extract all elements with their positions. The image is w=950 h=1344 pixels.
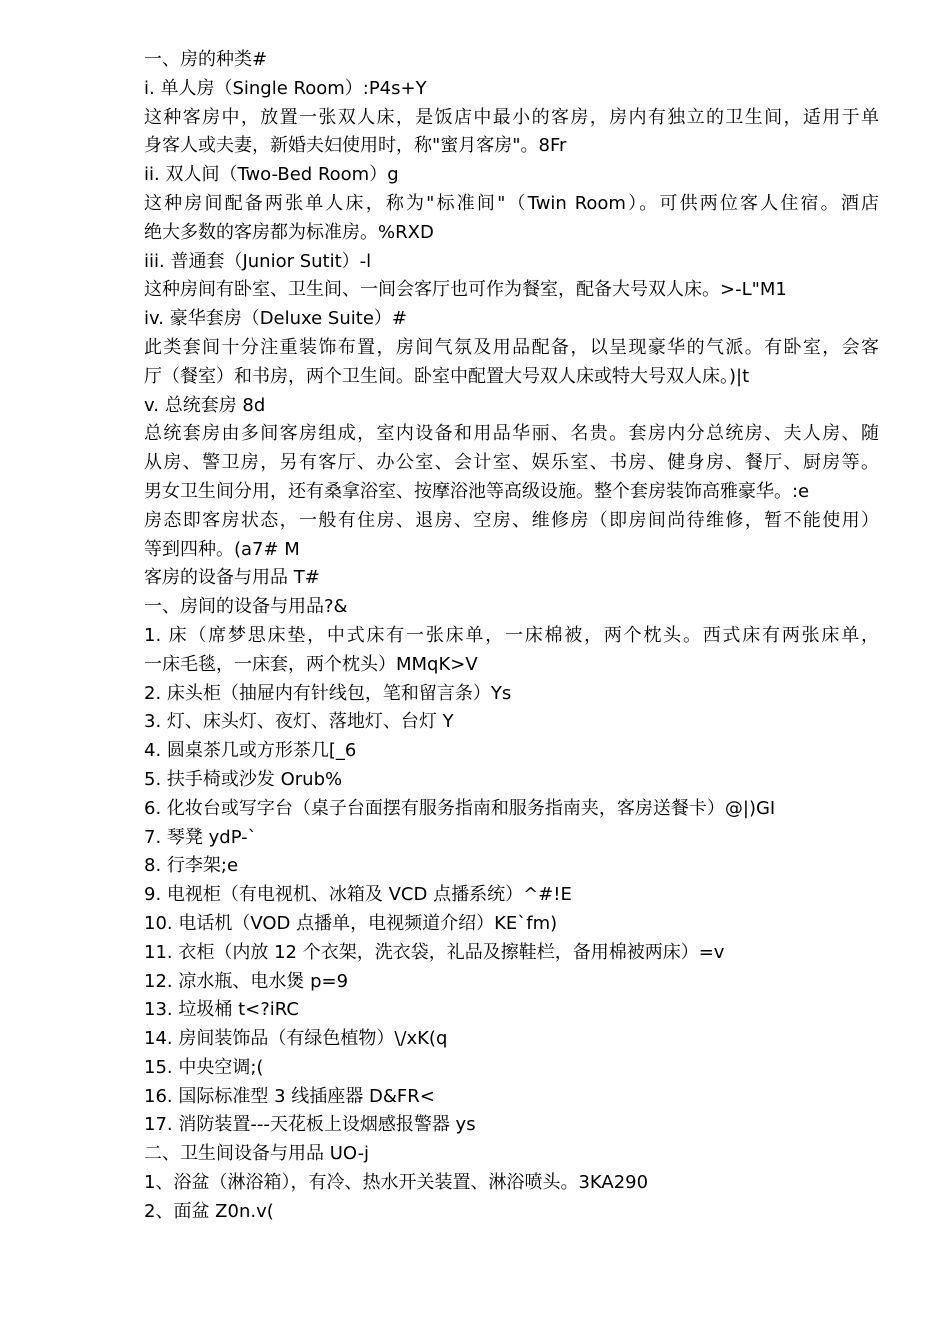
list-item: 17. 消防装置---天花板上设烟感报警器 ys (144, 1114, 476, 1136)
paragraph-line: 总统套房由多间客房组成，室内设备和用品华丽、名贵。套房内分总统房、夫人房、随 (144, 423, 879, 445)
list-item: 9. 电视柜（有电视机、冰箱及 VCD 点播系统）^#!E (144, 884, 572, 906)
list-item: 3. 灯、床头灯、夜灯、落地灯、台灯 Y (144, 711, 454, 733)
paragraph-line: 这种房间有卧室、卫生间、一间会客厅也可作为餐室，配备大号双人床。>-L"M1 (144, 279, 787, 301)
document-body (144, 46, 879, 1227)
paragraph-line: 这种房间配备两张单人床，称为"标准间"（Twin Room）。可供两位客人住宿。酒店 (144, 192, 879, 214)
list-item: 11. 衣柜（内放 12 个衣架，洗衣袋，礼品及擦鞋栏，备用棉被两床）=v (144, 941, 725, 963)
room-type-heading: iv. 豪华套房（Deluxe Suite）# (144, 308, 407, 330)
paragraph-line: 房态即客房状态，一般有住房、退房、空房、维修房（即房间尚待维修，暂不能使用） (144, 509, 879, 531)
list-item: 14. 房间装饰品（有绿色植物）\/xK(q (144, 1028, 448, 1050)
section-heading: 一、房间的设备与用品?& (144, 596, 348, 618)
room-type-heading: iii. 普通套（Junior Sutit）-l (144, 250, 372, 272)
paragraph-line: 绝大多数的客房都为标准房。%RXD (144, 221, 434, 243)
list-item: 2、面盆 Z0n.v( (144, 1200, 274, 1222)
list-item: 12. 凉水瓶、电水煲 p=9 (144, 970, 349, 992)
list-item: 5. 扶手椅或沙发 Orub% (144, 768, 343, 790)
section-heading: 客房的设备与用品 T# (144, 567, 320, 589)
paragraph-line: 男女卫生间分用，还有桑拿浴室、按摩浴池等高级设施。整个套房装饰高雅豪华。:e (144, 480, 810, 502)
list-item: 13. 垃圾桶 t<?iRC (144, 999, 299, 1021)
list-item: 4. 圆桌茶几或方形茶几[_6 (144, 740, 357, 762)
list-item: 1. 床（席梦思床垫，中式床有一张床单，一床棉被，两个枕头。西式床有两张床单， (144, 624, 879, 646)
list-item: 2. 床头柜（抽屉内有针线包，笔和留言条）Ys (144, 682, 512, 704)
room-type-heading: i. 单人房（Single Room）:P4s+Y (144, 77, 427, 99)
paragraph-line: 厅（餐室）和书房，两个卫生间。卧室中配置大号双人床或特大号双人床。)|t (144, 365, 750, 387)
list-item: 7. 琴凳 ydP-` (144, 826, 257, 848)
list-item: 1、浴盆（淋浴箱），有冷、热水开关装置、淋浴喷头。3KA290 (144, 1172, 649, 1194)
paragraph-line: 这种客房中，放置一张双人床，是饭店中最小的客房，房内有独立的卫生间，适用于单 (144, 106, 879, 128)
list-item: 一床毛毯，一床套，两个枕头）MMqK>V (144, 653, 478, 675)
list-item: 10. 电话机（VOD 点播单，电视频道介绍）KE`fm) (144, 912, 558, 934)
paragraph-line: 身客人或夫妻，新婚夫妇使用时，称"蜜月客房"。8Fr (144, 135, 567, 157)
list-item: 6. 化妆台或写字台（桌子台面摆有服务指南和服务指南夹，客房送餐卡）@|)GI (144, 797, 776, 819)
list-item: 16. 国际标准型 3 线插座器 D&FR< (144, 1085, 435, 1107)
paragraph-line: 等到四种。(a7# M (144, 538, 300, 560)
paragraph-line: 从房、警卫房，另有客厅、办公室、会计室、娱乐室、书房、健身房、餐厅、厨房等。 (144, 452, 879, 474)
room-type-heading: v. 总统套房 8d (144, 394, 266, 416)
section-heading: 一、房的种类# (144, 49, 268, 70)
list-item: 8. 行李架;e (144, 855, 239, 877)
list-item: 15. 中央空调;( (144, 1056, 264, 1078)
section-heading: 二、卫生间设备与用品 UO-j (144, 1143, 370, 1165)
room-type-heading: ii. 双人间（Two-Bed Room）g (144, 164, 399, 186)
paragraph-line: 此类套间十分注重装饰布置，房间气氛及用品配备，以呈现豪华的气派。有卧室，会客 (144, 336, 879, 358)
